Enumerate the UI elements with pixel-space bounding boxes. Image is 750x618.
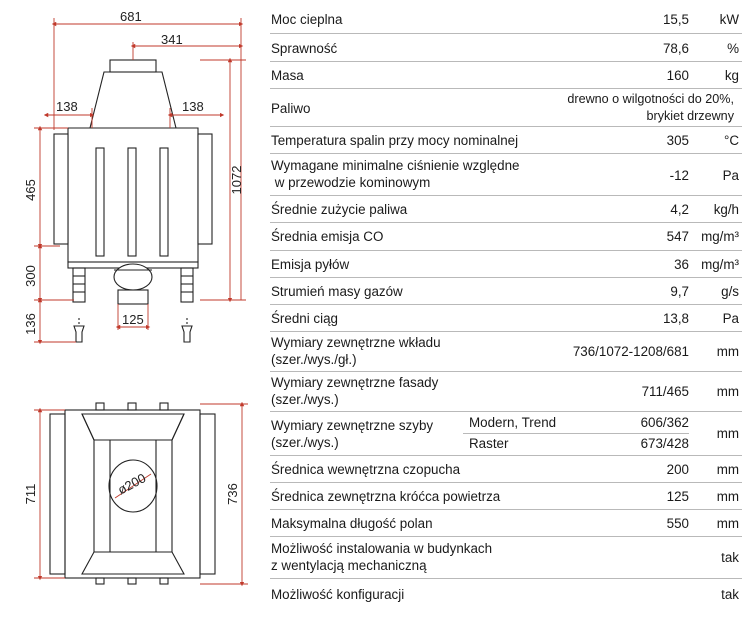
table-row bbox=[270, 278, 742, 305]
spec-unit: kg bbox=[724, 68, 739, 83]
spec-label: Średnia emisja CO bbox=[271, 229, 384, 244]
spec-label-line2: (szer./wys.) bbox=[271, 435, 339, 450]
spec-unit: mm bbox=[716, 426, 739, 441]
spec-value: 550 bbox=[666, 516, 689, 531]
table-row bbox=[270, 412, 742, 456]
table-row bbox=[270, 127, 742, 154]
technical-drawings bbox=[0, 0, 262, 618]
spec-unit: % bbox=[727, 41, 739, 56]
dim-total-width: 681 bbox=[120, 9, 142, 24]
table-row bbox=[270, 34, 742, 62]
spec-label: Możliwość konfiguracji bbox=[271, 587, 405, 602]
spec-label: Temperatura spalin przy mocy nominalnej bbox=[271, 133, 519, 148]
table-row bbox=[270, 62, 742, 89]
hood-outline bbox=[90, 72, 176, 128]
spec-unit: mg/m³ bbox=[701, 229, 739, 244]
spec-label-line2: w przewodzie kominowym bbox=[271, 175, 431, 190]
spec-value: 4,2 bbox=[670, 202, 689, 217]
dim-leg-height: 300 bbox=[23, 265, 38, 287]
spec-label: Średnica zewnętrzna króćca powietrza bbox=[271, 489, 501, 504]
dim-total-height: 1072 bbox=[229, 165, 244, 195]
right-leg bbox=[181, 268, 193, 302]
spec-value: 305 bbox=[666, 133, 689, 148]
spec-unit: g/s bbox=[721, 284, 739, 299]
spec-unit: kg/h bbox=[713, 202, 739, 217]
spec-label-line2: (szer./wys.) bbox=[271, 392, 339, 407]
dim-flue-diameter: ø200 bbox=[115, 470, 149, 498]
spec-label-line1: Wymiary zewnętrzne wkładu bbox=[271, 335, 441, 350]
table-row bbox=[270, 483, 742, 510]
dim-left-wing: 138 bbox=[56, 99, 78, 114]
table-row bbox=[270, 537, 742, 579]
spec-label: Emisja pyłów bbox=[271, 257, 350, 272]
spec-value: 9,7 bbox=[670, 284, 689, 299]
spec-unit: Pa bbox=[722, 311, 739, 326]
dim-upper-height: 465 bbox=[23, 179, 38, 201]
spec-unit: tak bbox=[721, 587, 739, 602]
variant-value: 673/428 bbox=[640, 436, 689, 451]
spec-value: 125 bbox=[666, 489, 689, 504]
table-row bbox=[270, 332, 742, 372]
spec-unit: tak bbox=[721, 550, 739, 565]
spec-value: 736/1072-1208/681 bbox=[572, 344, 689, 359]
dim-inlet: 125 bbox=[122, 312, 144, 327]
spec-label-line2: z wentylacją mechaniczną bbox=[271, 558, 427, 573]
table-row bbox=[270, 154, 742, 196]
spec-label: Średnica wewnętrzna czopucha bbox=[271, 462, 461, 477]
spec-unit: kW bbox=[719, 12, 739, 27]
table-row bbox=[270, 579, 742, 609]
spec-label: Maksymalna długość polan bbox=[271, 516, 433, 531]
top-view-drawing bbox=[50, 403, 215, 584]
spec-label-line1: Wymiary zewnętrzne fasady bbox=[271, 375, 439, 390]
left-foot bbox=[74, 326, 84, 342]
spec-label-line2: (szer./wys./gł.) bbox=[271, 352, 357, 367]
table-row bbox=[270, 196, 742, 223]
spec-unit: °C bbox=[723, 133, 739, 148]
spec-label: Średnie zużycie paliwa bbox=[271, 202, 408, 217]
table-row bbox=[270, 305, 742, 332]
spec-unit: mm bbox=[716, 489, 739, 504]
table-row bbox=[270, 456, 742, 483]
spec-value-line1: drewno o wilgotności do 20%, bbox=[567, 92, 734, 106]
spec-label: Moc cieplna bbox=[271, 12, 343, 27]
left-leg bbox=[73, 268, 85, 302]
spec-label: Sprawność bbox=[271, 41, 338, 56]
right-foot bbox=[182, 326, 192, 342]
variant-name: Modern, Trend bbox=[469, 415, 557, 430]
spec-unit: mm bbox=[716, 516, 739, 531]
table-row bbox=[270, 510, 742, 537]
spec-value: -12 bbox=[669, 168, 689, 183]
variant-name: Raster bbox=[469, 436, 509, 451]
table-row bbox=[270, 6, 742, 34]
spec-value: 200 bbox=[666, 462, 689, 477]
spec-table bbox=[270, 6, 742, 609]
air-inlet bbox=[114, 264, 152, 290]
spec-unit: mm bbox=[716, 462, 739, 477]
spec-value: 547 bbox=[666, 229, 689, 244]
spec-label: Średni ciąg bbox=[271, 311, 338, 326]
table-row bbox=[270, 372, 742, 412]
top-outer bbox=[65, 410, 200, 578]
dim-depth: 711 bbox=[23, 483, 38, 505]
spec-value: 78,6 bbox=[662, 41, 689, 56]
spec-value: 13,8 bbox=[662, 311, 689, 326]
dim-foot-height: 136 bbox=[23, 313, 38, 335]
table-row bbox=[270, 251, 742, 278]
table-row bbox=[270, 223, 742, 251]
spec-value: 36 bbox=[674, 257, 689, 272]
spec-value: 160 bbox=[666, 68, 689, 83]
table-row bbox=[270, 89, 742, 127]
spec-value: 15,5 bbox=[662, 12, 689, 27]
dim-flue-offset: 341 bbox=[161, 32, 183, 47]
spec-unit: mg/m³ bbox=[701, 257, 739, 272]
spec-value: 711/465 bbox=[641, 384, 689, 399]
spec-label: Masa bbox=[271, 68, 304, 83]
flue-collar bbox=[110, 60, 156, 72]
dim-depth-total: 736 bbox=[225, 483, 240, 505]
spec-unit: mm bbox=[716, 384, 739, 399]
spec-label: Strumień masy gazów bbox=[271, 284, 403, 299]
spec-label: Paliwo bbox=[271, 101, 311, 116]
variant-value: 606/362 bbox=[640, 415, 689, 430]
spec-value-line2: brykiet drzewny bbox=[646, 109, 734, 123]
dim-right-wing: 138 bbox=[182, 99, 204, 114]
spec-unit: Pa bbox=[722, 168, 739, 183]
variant-divider bbox=[463, 433, 689, 434]
spec-label-line1: Wymagane minimalne ciśnienie względne bbox=[271, 158, 520, 173]
spec-label-line1: Wymiary zewnętrzne szyby bbox=[271, 418, 434, 433]
spec-label-line1: Możliwość instalowania w budynkach bbox=[271, 541, 493, 556]
spec-unit: mm bbox=[716, 344, 739, 359]
